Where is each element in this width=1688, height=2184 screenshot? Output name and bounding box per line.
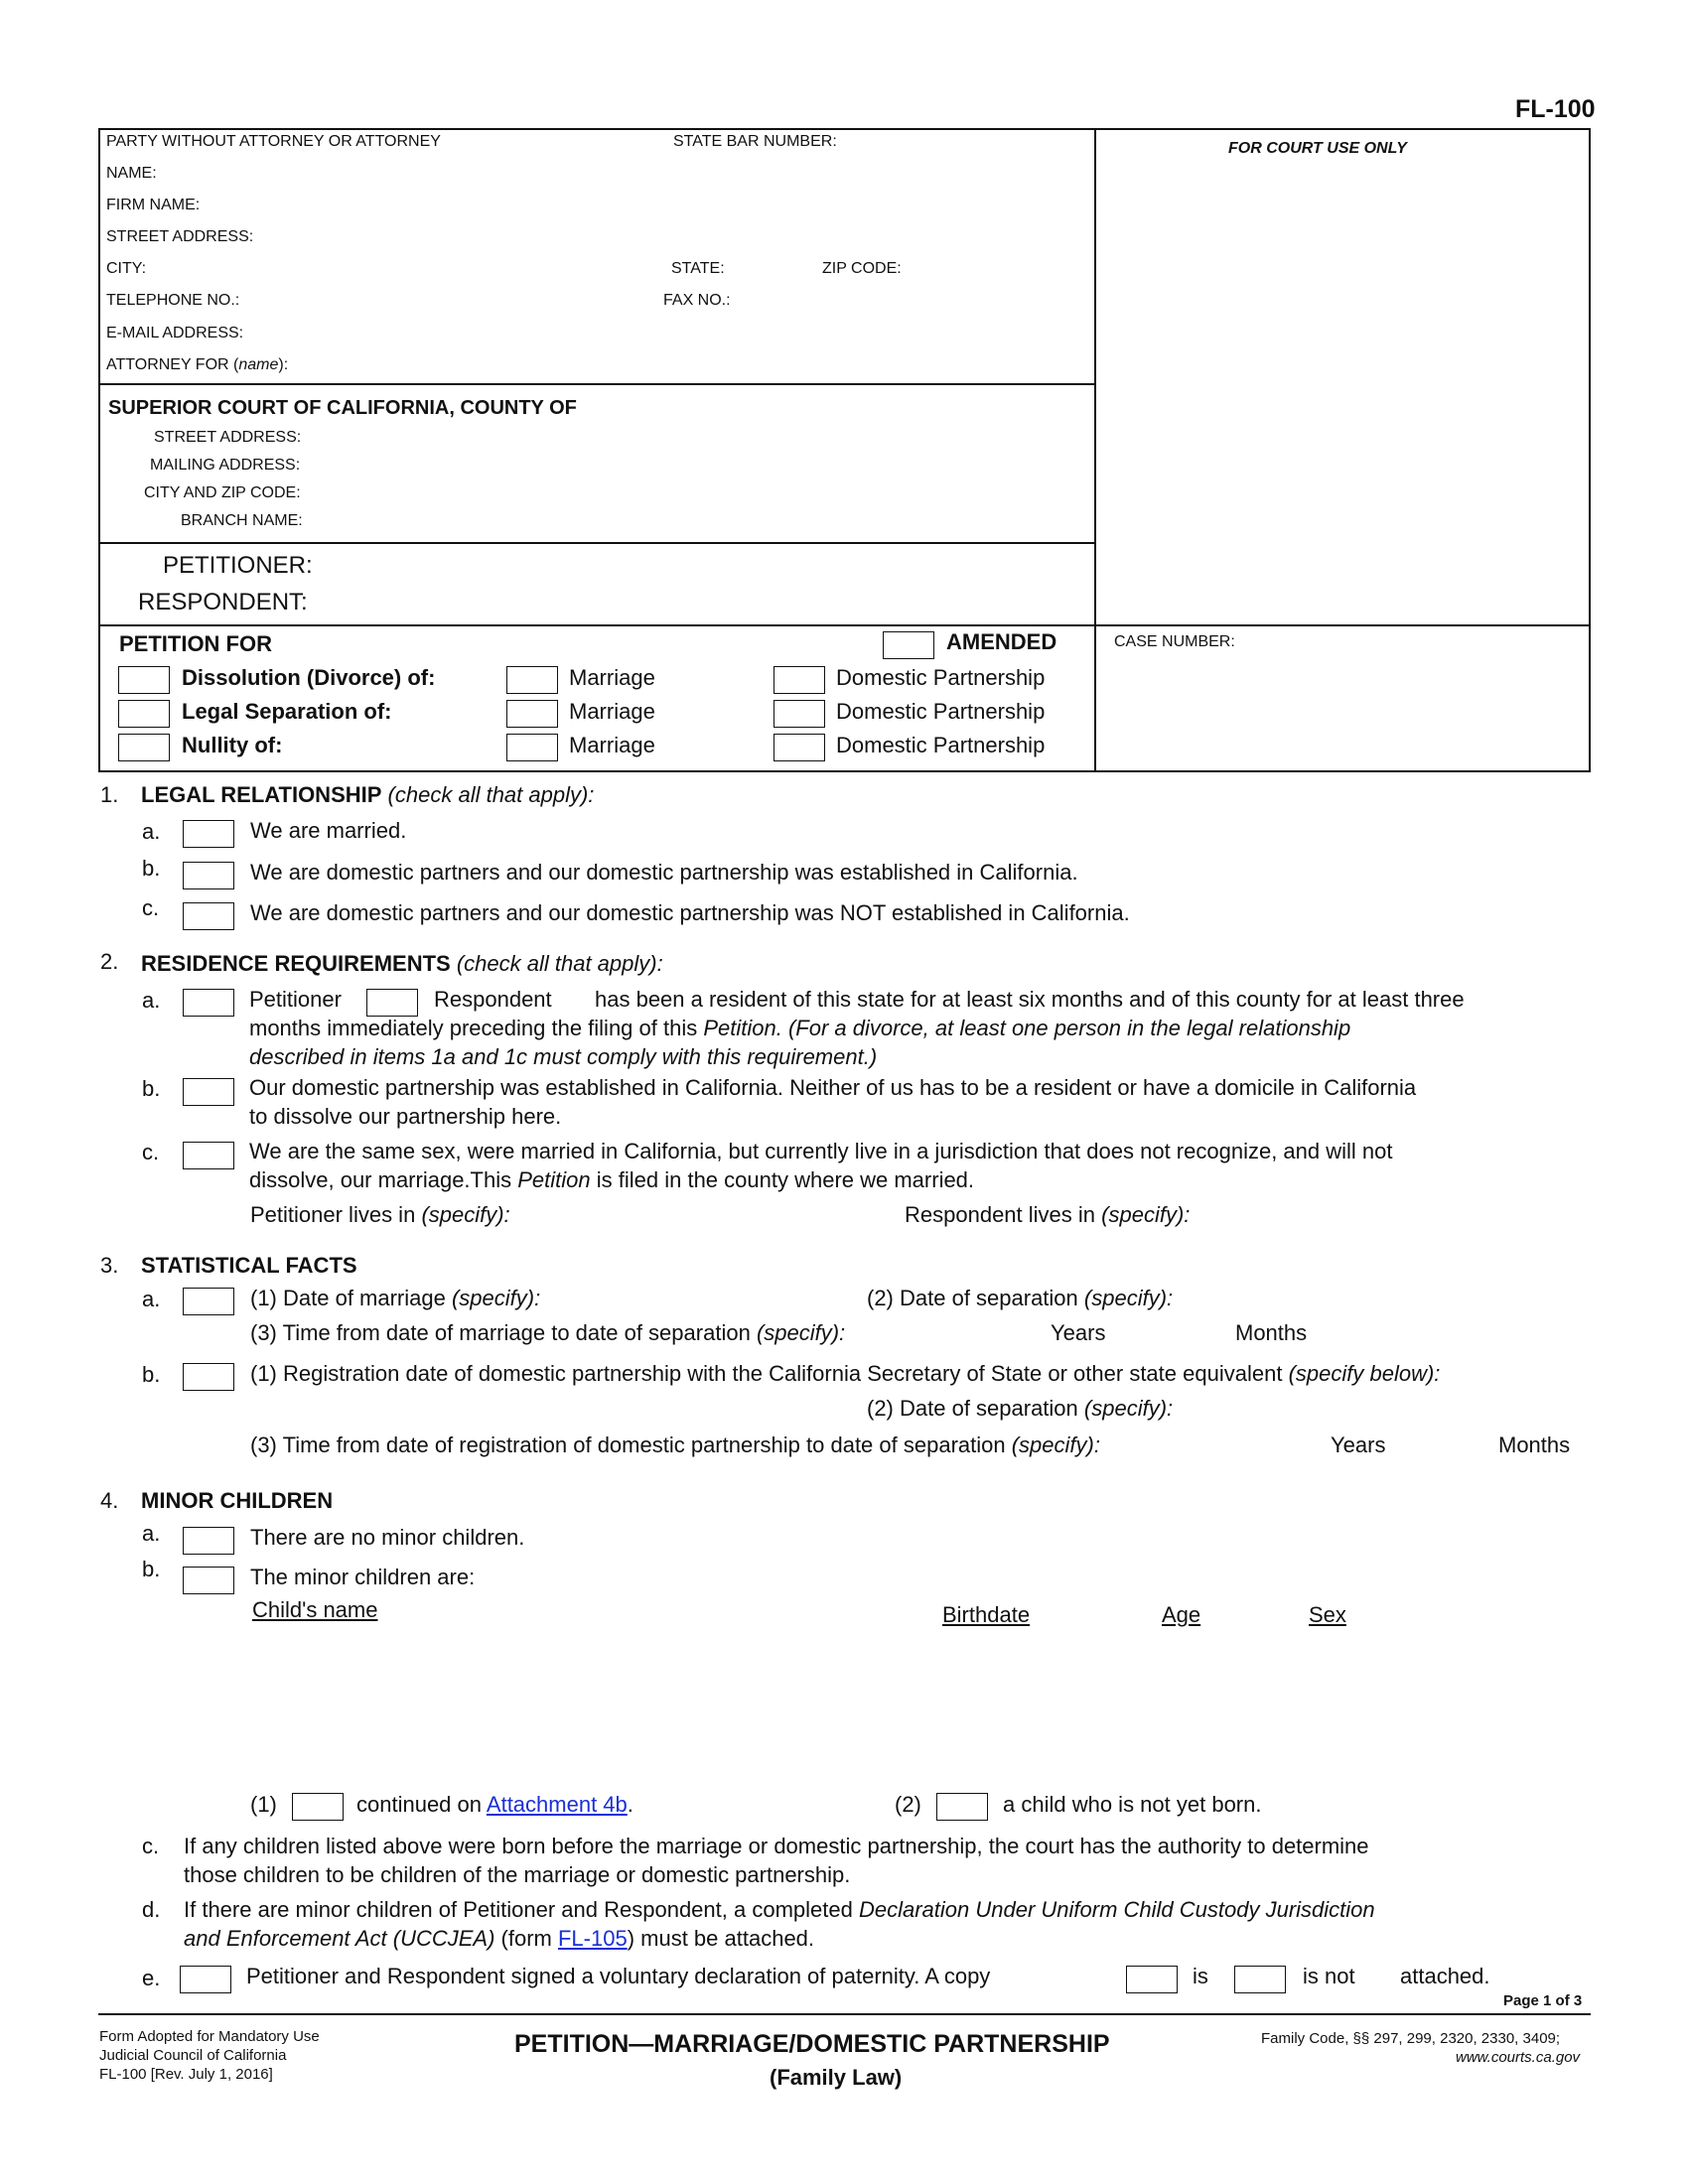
street-label: STREET ADDRESS:: [106, 228, 254, 245]
s4-e-checkbox[interactable]: [180, 1966, 231, 1993]
s4-heading: MINOR CHILDREN: [141, 1488, 334, 1513]
s1-a-checkbox[interactable]: [183, 820, 234, 848]
s1-number: 1.: [100, 782, 119, 807]
s3-a-date-of-marriage: (1) Date of marriage (specify):: [250, 1286, 541, 1310]
petitioner-label: PETITIONER:: [163, 552, 313, 579]
s2-b-checkbox[interactable]: [183, 1078, 234, 1106]
copy-is-not-checkbox[interactable]: [1234, 1966, 1286, 1993]
nullity-dp-checkbox[interactable]: [774, 734, 825, 761]
case-number-label: CASE NUMBER:: [1114, 633, 1235, 650]
fl-105-link[interactable]: FL-105: [557, 1926, 628, 1951]
birthdate-column: Birthdate: [942, 1602, 1031, 1627]
fax-label: FAX NO.:: [663, 292, 731, 309]
party-label: PARTY WITHOUT ATTORNEY OR ATTORNEY: [106, 133, 441, 150]
s4-a-checkbox[interactable]: [183, 1527, 234, 1555]
nullity-label: Nullity of:: [182, 733, 283, 757]
s2-a-checkbox[interactable]: [183, 989, 234, 1017]
nullity-checkbox[interactable]: [118, 734, 170, 761]
courts-website: www.courts.ca.gov: [1456, 2049, 1581, 2066]
s2-b-text-1: Our domestic partnership was established in California. Neither of us has to be a resident or have a domicile in California: [249, 1075, 1417, 1100]
petitioner-lives-label: Petitioner lives in (specify):: [250, 1202, 510, 1227]
s4-d-letter: d.: [142, 1897, 161, 1922]
dissolution-label: Dissolution (Divorce) of:: [182, 665, 436, 690]
court-title: SUPERIOR COURT OF CALIFORNIA, COUNTY OF: [108, 397, 577, 419]
s4-b1-number: (1): [250, 1792, 277, 1817]
unborn-child-checkbox[interactable]: [936, 1793, 988, 1821]
s4-d-text-2: and Enforcement Act (UCCJEA) (form FL-105) must be attached.: [184, 1926, 815, 1951]
court-street-label: STREET ADDRESS:: [154, 429, 302, 446]
s2-a-text-1: has been a resident of this state for at least six months and of this county for at least three: [595, 987, 1465, 1012]
s3-heading: STATISTICAL FACTS: [141, 1253, 357, 1278]
court-branch-label: BRANCH NAME:: [181, 512, 303, 529]
s4-e-letter: e.: [142, 1966, 161, 1990]
header-rule-2: [98, 542, 1095, 544]
s3-b-years-label: Years: [1331, 1433, 1386, 1457]
amended-label: AMENDED: [946, 629, 1057, 654]
s2-c-checkbox[interactable]: [183, 1142, 234, 1169]
s4-c-text-2: those children to be children of the marriage or domestic partnership.: [184, 1862, 851, 1887]
s3-number: 3.: [100, 1253, 119, 1278]
phone-label: TELEPHONE NO.:: [106, 292, 240, 309]
s4-d-text-1: If there are minor children of Petitioner and Respondent, a completed Declaration Under Uniform Child Custody Jurisdiction: [184, 1897, 1375, 1922]
legal-separation-dp-checkbox[interactable]: [774, 700, 825, 728]
attachment-4b-checkbox[interactable]: [292, 1793, 344, 1821]
s2-a-letter: a.: [142, 988, 161, 1013]
dissolution-dp-checkbox[interactable]: [774, 666, 825, 694]
s4-a-text: There are no minor children.: [250, 1525, 525, 1550]
header-box-top: [98, 128, 1591, 130]
s2-b-letter: b.: [142, 1076, 161, 1101]
court-mailing-label: MAILING ADDRESS:: [150, 457, 301, 474]
copy-is-label: is: [1193, 1964, 1208, 1988]
s3-b-date-of-separation: (2) Date of separation (specify):: [867, 1396, 1174, 1421]
legal-separation-marriage-label: Marriage: [569, 699, 655, 724]
s3-b-months-label: Months: [1498, 1433, 1571, 1457]
s3-a-checkbox[interactable]: [183, 1288, 234, 1315]
s3-a-time: (3) Time from date of marriage to date of separation (specify):: [250, 1320, 846, 1345]
s4-b2-number: (2): [895, 1792, 921, 1817]
footer-rule: [98, 2013, 1591, 2015]
s4-b-letter: b.: [142, 1557, 161, 1581]
nullity-marriage-checkbox[interactable]: [506, 734, 558, 761]
s1-a-text: We are married.: [250, 818, 407, 843]
court-use-label: FOR COURT USE ONLY: [1228, 140, 1407, 157]
header-box-right: [1589, 128, 1591, 771]
s1-b-text: We are domestic partners and our domestic partnership was established in California.: [250, 860, 1078, 885]
s4-c-letter: c.: [142, 1834, 160, 1858]
form-number: FL-100: [1515, 95, 1596, 123]
copy-is-checkbox[interactable]: [1126, 1966, 1178, 1993]
dissolution-checkbox[interactable]: [118, 666, 170, 694]
s4-b-checkbox[interactable]: [183, 1567, 234, 1594]
petition-for-title: PETITION FOR: [119, 631, 272, 656]
copy-is-not-label: is not: [1303, 1964, 1355, 1988]
s4-a-letter: a.: [142, 1521, 161, 1546]
header-box-bottom: [98, 770, 1591, 772]
s1-c-checkbox[interactable]: [183, 902, 234, 930]
s2-a-text-2: months immediately preceding the filing of this Petition. (For a divorce, at least one person in the legal relationship: [249, 1016, 1351, 1040]
state-label: STATE:: [671, 260, 725, 277]
attachment-4b-link[interactable]: Attachment 4b: [486, 1792, 628, 1817]
zip-label: ZIP CODE:: [822, 260, 902, 277]
unborn-child-text: a child who is not yet born.: [1003, 1792, 1262, 1817]
dissolution-marriage-label: Marriage: [569, 665, 655, 690]
s1-a-letter: a.: [142, 819, 161, 844]
s4-number: 4.: [100, 1488, 119, 1513]
firm-label: FIRM NAME:: [106, 197, 201, 213]
court-city-zip-label: CITY AND ZIP CODE:: [144, 484, 301, 501]
respondent-lives-label: Respondent lives in (specify):: [905, 1202, 1191, 1227]
nullity-dp-label: Domestic Partnership: [836, 733, 1046, 757]
form-adopted: Form Adopted for Mandatory Use Judicial Council of California FL-100 [Rev. July 1, 2016]: [99, 2028, 320, 2083]
city-label: CITY:: [106, 260, 147, 277]
s3-a-letter: a.: [142, 1287, 161, 1311]
s4-e-text: Petitioner and Respondent signed a voluntary declaration of paternity. A copy: [246, 1964, 991, 1988]
name-label: NAME:: [106, 165, 157, 182]
footer-subtitle: (Family Law): [770, 2065, 903, 2090]
s2-a-respondent-checkbox[interactable]: [366, 989, 418, 1017]
header-rule-3: [98, 624, 1591, 626]
s1-c-letter: c.: [142, 895, 160, 920]
attached-label: attached.: [1400, 1964, 1490, 1988]
childs-name-column: Child's name: [252, 1597, 378, 1622]
s4-b-text: The minor children are:: [250, 1565, 476, 1589]
dissolution-dp-label: Domestic Partnership: [836, 665, 1046, 690]
header-box-left: [98, 128, 100, 771]
s4-c-text-1: If any children listed above were born before the marriage or domestic partnership, the court has the authority to determine: [184, 1834, 1369, 1858]
s3-a-months-label: Months: [1235, 1320, 1308, 1345]
s1-b-letter: b.: [142, 856, 161, 881]
legal-separation-label: Legal Separation of:: [182, 699, 392, 724]
s1-c-text: We are domestic partners and our domestic partnership was NOT established in California.: [250, 900, 1130, 925]
s2-a-respondent-label: Respondent: [434, 987, 552, 1012]
s3-b-checkbox[interactable]: [183, 1363, 234, 1391]
family-code: Family Code, §§ 297, 299, 2320, 2330, 3409;: [1261, 2030, 1561, 2047]
state-bar-label: STATE BAR NUMBER:: [673, 133, 837, 150]
s1-b-checkbox[interactable]: [183, 862, 234, 889]
legal-separation-dp-label: Domestic Partnership: [836, 699, 1046, 724]
amended-checkbox[interactable]: [883, 631, 934, 659]
s2-c-letter: c.: [142, 1140, 160, 1164]
sex-column: Sex: [1309, 1602, 1346, 1627]
age-column: Age: [1162, 1602, 1201, 1627]
s2-b-text-2: to dissolve our partnership here.: [249, 1104, 562, 1129]
s3-a-years-label: Years: [1051, 1320, 1106, 1345]
respondent-label: RESPONDENT:: [138, 589, 308, 615]
s3-a-date-of-separation: (2) Date of separation (specify):: [867, 1286, 1174, 1310]
s3-b-letter: b.: [142, 1362, 161, 1387]
s1-heading: LEGAL RELATIONSHIP (check all that apply):: [141, 782, 595, 807]
email-label: E-MAIL ADDRESS:: [106, 325, 244, 341]
s3-b-time: (3) Time from date of registration of domestic partnership to date of separation (specify):: [250, 1433, 1100, 1457]
s2-a-petitioner-label: Petitioner: [249, 987, 342, 1012]
attorney-for-label: ATTORNEY FOR (name):: [106, 356, 289, 373]
nullity-marriage-label: Marriage: [569, 733, 655, 757]
header-rule-1: [98, 383, 1095, 385]
dissolution-marriage-checkbox[interactable]: [506, 666, 558, 694]
page-number: Page 1 of 3: [1503, 1992, 1583, 2009]
footer-title: PETITION—MARRIAGE/DOMESTIC PARTNERSHIP: [514, 2030, 1110, 2058]
s2-a-text-3: described in items 1a and 1c must comply with this requirement.): [249, 1044, 878, 1069]
header-box-divider: [1094, 128, 1096, 771]
s2-number: 2.: [100, 949, 119, 974]
legal-separation-marriage-checkbox[interactable]: [506, 700, 558, 728]
legal-separation-checkbox[interactable]: [118, 700, 170, 728]
s2-heading: RESIDENCE REQUIREMENTS (check all that apply):: [141, 951, 663, 976]
s2-c-text-2: dissolve, our marriage.This Petition is filed in the county where we married.: [249, 1167, 975, 1192]
s2-c-text-1: We are the same sex, were married in California, but currently live in a jurisdiction that does not recognize, and will not: [249, 1139, 1393, 1163]
continued-text: continued on Attachment 4b.: [356, 1792, 633, 1817]
s3-b-registration: (1) Registration date of domestic partnership with the California Secretary of State or other state equivalent (specify below):: [250, 1361, 1441, 1386]
